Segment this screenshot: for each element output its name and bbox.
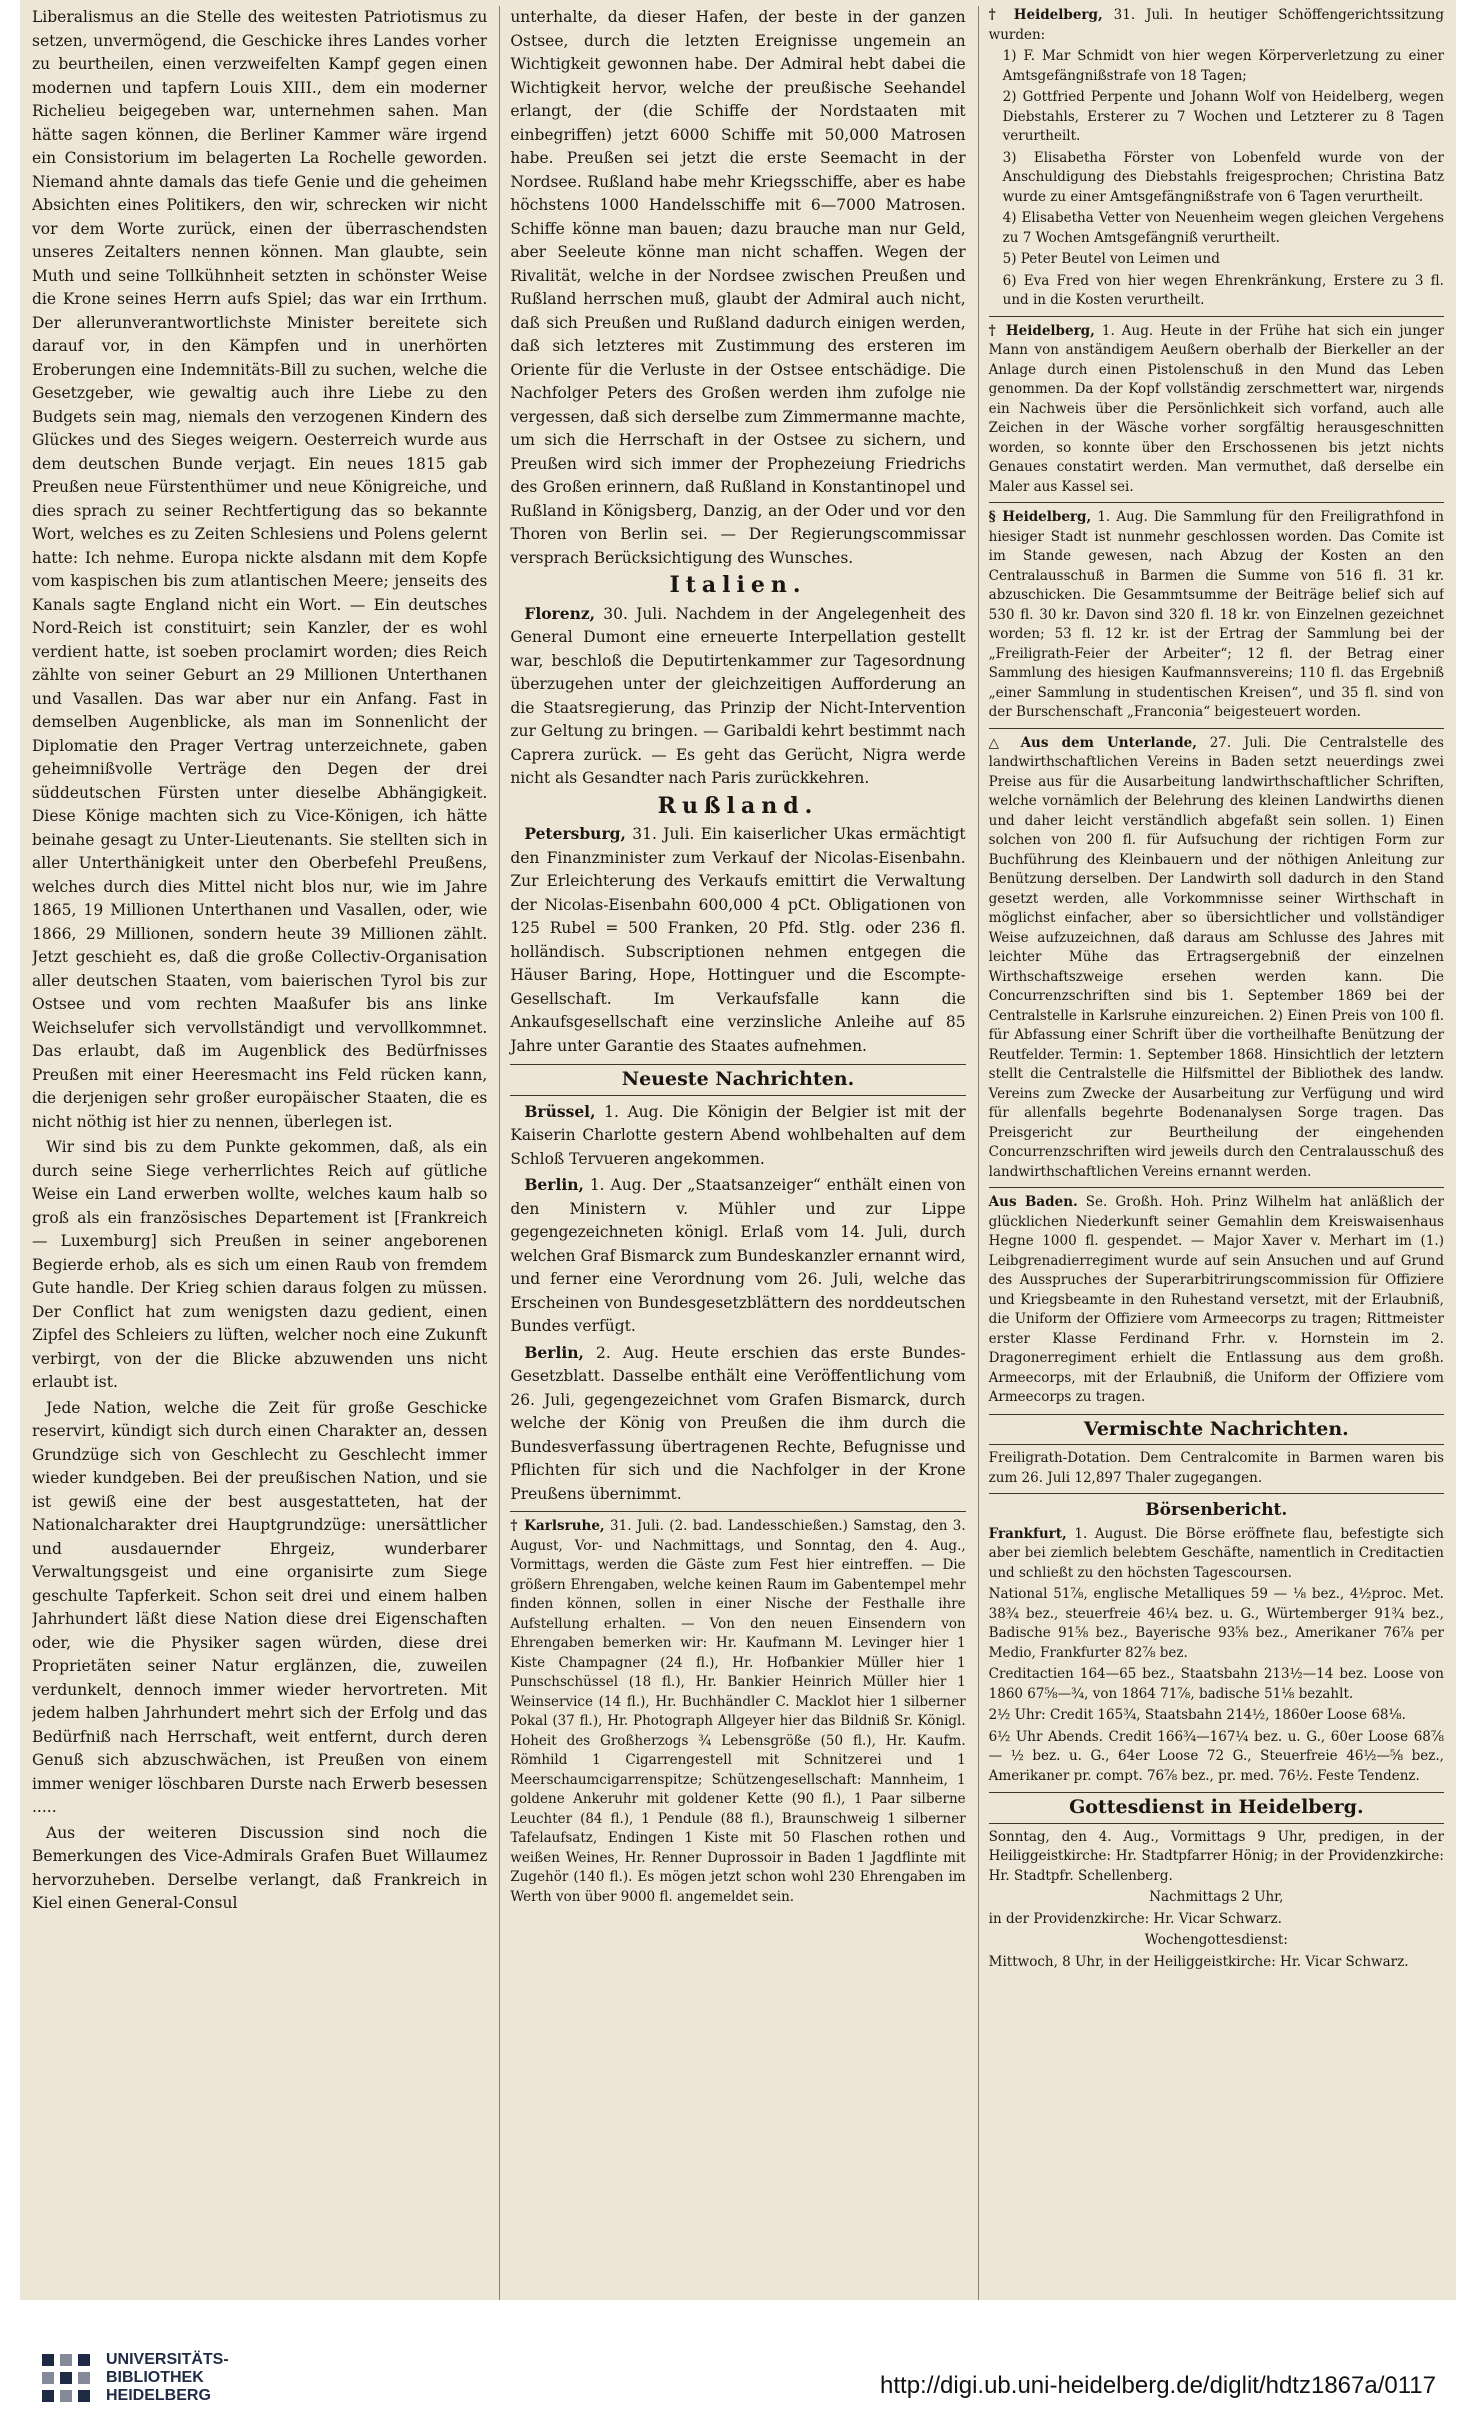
logo-line: BIBLIOTHEK [106,2369,204,2386]
list-item: 2) Gottfried Perpente und Johann Wolf von Heidelberg, wegen Diebstahls, Ersterer zu 7 Wochen und Letzterer zu 8 Tagen verurtheilt. [1002,89,1444,144]
news-text: in der Providenzkirche: Hr. Vicar Schwarz. [988,1910,1282,1927]
column-2 [499,6,965,2300]
article-text: Liberalismus an die Stelle des weitesten Patriotismus zu setzen, unvermögend, die Geschicke ihres Landes vorher zu beurtheilen, einen verzweifelten Kampf gegen einen modernen und tapfern Louis XIII., dem ein moderner Richelieu beigegeben war, unternehmen sahen. Man hätte sagen können, die Berliner Kammer wäre irgend ein Consistorium im belagerten La Rochelle geworden. Niemand ahnte damals das tiefe Genie und die geheimen Absichten eines Politikers, den wir, schrecken wir nicht vor dem Worte zurück, einen der überraschendsten unseres Zeitalters nennen können. Man glaubte, sein Muth und seine Tollkühnheit setzten in schönster Weise die Krone seines Herrn aufs Spiel; das war ein Irrthum. Der allerunverantwortlichste Minister bereitete sich darauf vor, in den Kämpfen und in unerhörten Eroberungen eine Indemnitäts-Bill zu suchen, welche die Gesetzgeber, wie gewaltig auch ihre Liebe zu den Budgets sein mag, niemals den verzogenen Kindern des Glückes und des Sieges weigern. Oesterreich wurde aus dem deutschen Bunde verjagt. Ein neues 1815 gab Preußen neue Fürstenthümer und neue Königreiche, und dies sprach zu seiner Rechtfertigung das so bekannte Wort, welches es zu Zeiten Schlesiens und Polens gelernt hatte: Ich nehme. Europa nickte alsdann mit dem Kopfe vom kaspischen bis zum atlantischen Meere; jenseits des Kanals sagte England nicht ein Wort. — Ein deutsches Nord-Reich ist constituirt; sein Kanzler, der es wohl verdient hatte, ist soeben proclamirt worden; dies Reich zählte von seiner Geburt an 29 Millionen Unterthanen und Vasallen. Das war aber nur ein Anfang. Fast in demselben Augenblicke, als man im Sonnenlicht der Diplomatie den Prager Vertrag unterzeichnete, gaben geheimnißvolle Verträge den Degen der drei süddeutschen Fürsten unter dieselbe Abhängigkeit. Diese Könige machten sich zu Vice-Königen, ich hätte beinahe gesagt zu Unter-Lieutenants. Sie stellten sich in aller Unterthänigkeit unter den Oberbefehl Preußens, welches durch dies Mittel nicht blos nur, wie im Jahre 1865, 19 Millionen Unterthanen und Vasallen, oder, wie 1866, 29 Millionen, sondern heute 39 Millionen zählt. Jetzt geschieht es, daß die große Collectiv-Organisation aller deutschen Staaten, vom baierischen Tyrol bis zur Ostsee und vom rechten Maaßufer bis ans linke Weichselufer sich vervollständigt und vervollkommnet. Das erlaubt, daß im Augenblick des Bedürfnisses Preußen mit einer Heeresmacht ins Feld rücken kann, die derjenigen sehr großer europäischer Staaten, die es nicht nöthig ist hier zu nennen, überlegen ist. [32,8,488,1131]
list-item: 3) Elisabetha Förster von Lobenfeld wurde von der Anschuldigung des Diebstahls freigesprochen; Christina Batz wurde zu einer Amtsgefängnißstrafe von 6 Tagen verurtheilt. [1002,149,1444,205]
news-text: 2½ Uhr: Credit 165¾, Staatsbahn 214½, 1860er Loose 68⅛. [988,1707,1406,1723]
news-item-bruessel [510,1100,965,1172]
article-text: Wir sind bis zu dem Punkte gekommen, daß, als ein durch seine Siege verherrlichtes Reich auf gütliche Weise ein Land erwerben wollte, welches kaum halb so groß als ein französisches Departement ist [Frankreich — Luxemburg] sich Preußen in seiner angeborenen Begierde erhob, als es sich um einen Raub von fremdem Gute handle. Der Krieg schien daraus folgen zu müssen. Der Conflict hat zum wenigsten dazu gedient, einen Zipfel des Schleiers zu lüften, welcher noch eine Zukunft verbirgt, von der die Blicke abzuwenden uns nicht erlaubt ist. [32,1138,488,1391]
section-heading-vermischte: Vermischte Nachrichten. [989,1414,1444,1446]
news-text: Nachmittags 2 Uhr, [1149,1889,1284,1905]
news-text: Sonntag, den 4. Aug., Vormittags 9 Uhr, predigen, in der Heiliggeistkirche: Hr. Stadtpfarrer Hönig; in der Providenzkirche: Hr. Stadtpfr. Schellenberg. [988,1828,1444,1884]
news-item-florenz [510,602,965,791]
list-item: 4) Elisabetha Vetter von Neuenheim wegen gleichen Vergehens zu 7 Wochen Amtsgefängniß verurtheilt. [1002,210,1444,246]
dateline: Frankfurt, [988,1525,1067,1542]
news-text: Se. Großh. Hoh. Prinz Wilhelm hat anläßlich der glücklichen Niederkunft seiner Gemahlin dem Kreiswaisenhaus Hegne 1000 fl. gespendet. — Major Xaver v. Merhart im (1.) Leibgrenadierregiment wurde auf sein Ansuchen und auf Grund des Ausspruches der Superarbitrirungscommission für Offiziere und Kriegsbeamte in den Ruhestand versetzt, mit der Erlaubniß, die Uniform der Offiziere vom Armeecorps zu tragen; Rittmeister erster Klasse Ferdinand Frhr. v. Hornstein im 2. Dragonerregiment erhielt die Entlassung aus dem großh. Armeecorps, mit der Erlaubniß, die Uniform der Offiziere vom Armeecorps zu tragen. [988,1194,1444,1405]
library-emblem-icon [38,2350,94,2406]
church-service-listing [989,1828,1444,1973]
news-text: Creditactien 164—65 bez., Staatsbahn 213½—14 bez. Loose von 1860 67⅝—¾, von 1864 71⅞, badische 51⅛ bezahlt. [988,1666,1444,1702]
newspaper-page [20,0,1456,2300]
news-text: 31. Juli. (2. bad. Landesschießen.) Samstag, den 3. August, Vor- und Nachmittags, und Sonntag, den 4. Aug., Vormittags, werden die Gäste zum Fest hier eintreffen. — Die größern Ehrengaben, welche keinen Raum im Gabentempel mehr finden können, sollen in einer Nische der Festhalle ihre Aufstellung erhalten. — Von den neuen Einsendern von Ehrengaben bemerken wir: Hr. Kaufmann M. Levinger hier 1 Kiste Champagner (24 fl.), Hr. Hofbankier Müller hier 1 Punschschüssel (18 fl.), Hr. Bankier Heinrich Müller hier 1 Weinservice (14 fl.), Hr. Buchhändler C. Macklot hier 1 silberner Pokal (37 fl.), Hr. Photograph Allgeyer hier das Bildniß Sr. Königl. Hoheit des Großherzogs ¾ Lebensgröße (50 fl.), Hr. Kaufm. Römhild 1 Cigarrengestell mit Schnitzerei und 1 Meerschaumcigarrenspitze; Schützengesellschaft: Mannheim, 1 goldene Ankeruhr mit goldener Kette (90 fl.), 1 Paar silberne Leuchter (84 fl.), 1 Pendule (88 fl.), Braunschweig 1 silberner Tafelaufsatz, Endingen 1 Kiste mit 50 Flaschen rothen und weißen Weines, Hr. Renner Duprossoir in Baden 1 Jagdflinte mit Zugehör (140 fl.). Es mögen jetzt schon wohl 230 Ehrengaben im Werth von über 9000 fl. angemeldet sein. [510,1518,966,1905]
news-item-unterland [989,734,1444,1183]
news-item-heidelberg-3 [989,508,1444,723]
divider [989,728,1444,729]
logo-line: HEIDELBERG [106,2387,211,2404]
news-item-berlin-2 [510,1341,965,1507]
list-item: 1) F. Mar Schmidt von hier wegen Körperverletzung zu einer Amtsgefängnißstrafe von 18 Tagen; [1002,48,1444,84]
dateline: Florenz, [524,603,596,623]
section-heading-russland: Rußland. [657,792,819,819]
logo-line: UNIVERSITÄTS- [106,2351,229,2368]
divider [989,502,1444,503]
article-text: unterhalte, da dieser Hafen, der beste in der ganzen Ostsee, durch die letzten Ereignisse ungemein an Wichtigkeit gewonnen habe. Der Admiral hebt dabei die Wichtigkeit hervor, welche der preußische Seehandel erlangt, der (die Schiffe der Nordstaaten mit einbegriffen) jetzt 6000 Schiffe mit 50,000 Matrosen habe. Preußen sei jetzt die erste Seemacht in der Nordsee. Rußland habe mehr Kriegsschiffe, aber es habe höchstens 1000 Handelsschiffe mit 6—7000 Matrosen. Schiffe könne man bauen; dazu brauche man nur Geld, aber Seeleute könne man nicht schaffen. Wegen der Rivalität, welche in der Nordsee zwischen Preußen und Rußland herrschen muß, glaubt der Admiral auch nicht, daß sich Preußen und Rußland dadurch einigen werden, daß sich letzteres mit Zustimmung des ersteren im Oriente für die Verluste in der Ostsee entschädige. Die Nachfolger Peters des Großen werden ihm zufolge nie vergessen, daß sich derselbe zum Zimmermanne machte, um sich die Herrschaft in der Ostsee zu sichern, und Preußen wird sich immer der Prophezeiung Friedrichs des Großen erinnern, daß Rußland in Konstantinopel und Rußland in Königsberg, Danzig, an der Oder und vor den Thoren von Berlin sei. — Der Regierungscommissar versprach Berücksichtigung des Wunsches. [510,8,966,567]
dateline: † Heidelberg, [988,322,1095,339]
column-1 [32,6,487,2300]
news-item-heidelberg-2 [989,322,1444,498]
news-text: 1. August. Die Börse eröffnete flau, befestigte sich aber bei ziemlich belebtem Geschäfte, namentlich in Creditactien und schließt zu den höchsten Tagescoursen. [988,1525,1444,1581]
dateline: Petersburg, [524,824,626,843]
dateline: Aus Baden. [988,1194,1078,1210]
list-item: 5) Peter Beutel von Leimen und [1002,251,1220,267]
dateline: △ Aus dem Unterlande, [988,734,1197,751]
footer-bar [0,2300,1476,2416]
news-text: 1. Aug. Der „Staatsanzeiger“ enthält einen von den Ministern v. Mühler und zur Lippe gegengezeichneten königl. Erlaß vom 14. Juli, durch welchen Graf Bismarck zum Bundeskanzler ernannt wird, und ferner eine Verordnung vom 26. Juli, welche das Erscheinen von Bundesgesetzblättern des norddeutschen Bundes verfügt. [510,1176,966,1335]
news-item-heidelberg-1 [989,6,1444,311]
news-text: 1. Aug. Heute in der Frühe hat sich ein junger Mann von anständigem Aeußern oberhalb der Bierkeller an der Anlage durch einen Pistolenschuß in den Mund das Leben genommen. Da der Kopf vollständig zerschmettert war, nirgends ein Nachweis über die Persönlichkeit sich vorfand, auch alle Zeichen in der Wäsche vorher sorgfältig herausgeschnitten worden, so konnte über den Erschossenen bis jetzt nichts Genaues constatirt werden. Man vermuthet, daß derselbe ein Maler aus Kassel sei. [988,322,1444,495]
section-heading-italien: Italien. [669,572,807,598]
news-text: 2. Aug. Heute erschien das erste Bundes-Gesetzblatt. Dasselbe enthält eine Veröffentlichung vom 26. Juli, gegengezeichnet vom Grafen Bismarck, durch welche der König von Preußen die ihm durch die Bundesverfassung übertragenen Rechte, Befugnisse und Pflichten für sich und die Nachfolger in der Krone Preußens übernimmt. [510,1343,966,1503]
news-item-karlsruhe [510,1517,965,1907]
news-text: 6½ Uhr Abends. Credit 166¾—167¼ bez. u. G., 60er Loose 68⅞ — ½ bez. u. G., 64er Loose 72 G., Steuerfreie 46½—⅝ bez., Amerikaner pr. compt. 76⅞ bez., pr. med. 76½. Feste Tendenz. [988,1728,1444,1784]
news-text: 1. Aug. Die Königin der Belgier ist mit der Kaiserin Charlotte gestern Abend wohlbehalten auf dem Schloß Tervueren angekommen. [510,1102,966,1168]
section-heading-gottesdienst: Gottesdienst in Heidelberg. [989,1792,1444,1824]
news-text: 1. Aug. Die Sammlung für den Freiligrathfond in hiesiger Stadt ist nunmehr geschlossen worden. Das Comite ist im Stande gewesen, nach Abzug der Kosten an den Centralausschuß in Barmen die Summe von 516 fl. 31 kr. abzuschicken. Die Gesammtsumme der Beiträge belief sich auf 530 fl. 30 kr. Davon sind 320 fl. 18 kr. von Einzelnen gezeichnet worden; 53 fl. 12 kr. ist der Ertrag der Sammlung bei der „Freiligrath-Feier der Arbeiter“; 12 fl. der Betrag einer Sammlung des hiesigen Kaufmannsvereins; 110 fl. das Ergebniß „einer Sammlung in studentischen Kreisen“, und 35 fl. sind von der Burschenschaft „Franconia“ beigesteuert worden. [988,509,1444,720]
news-text: Wochengottesdienst: [1144,1932,1288,1948]
news-item-petersburg [510,822,965,1058]
news-item-baden [989,1193,1444,1408]
news-text: Freiligrath-Dotation. Dem Centralcomite in Barmen waren bis zum 26. Juli 12,897 Thaler zugegangen. [988,1450,1444,1486]
section-heading-neueste: Neueste Nachrichten. [510,1064,965,1096]
news-item-berlin-1 [510,1173,965,1339]
news-text: National 51⅞, englische Metalliques 59 — ⅛ bez., 4½proc. Met. 38¾ bez., steuerfreie 46¼ bez. u. G., Würtemberger 91¾ bez., Badische 91⅝ bez., Bayerische 93⅝ bez., Amerikaner 76⅞ per Medio, Frankfurter 82⅞ bez. [988,1586,1444,1661]
library-name [106,2351,229,2405]
dateline: † Heidelberg, [988,7,1103,23]
news-text: Mittwoch, 8 Uhr, in der Heiliggeistkirche: Hr. Vicar Schwarz. [988,1953,1409,1970]
divider [989,1493,1444,1494]
dateline: † Karlsruhe, [510,1518,605,1534]
news-text: 31. Juli. In heutiger Schöffengerichtssitzung wurden: [988,7,1444,43]
news-item-freiligrath [989,1449,1444,1488]
article-text: Aus der weiteren Discussion sind noch die Bemerkungen des Vice-Admirals Grafen Buet Willaumez hervorzuheben. Derselbe verlangt, daß Frankreich in Kiel einen General-Consul [32,1823,488,1912]
dateline: Berlin, [524,1342,584,1362]
section-heading-boersenbericht: Börsenbericht. [1145,1500,1288,1520]
news-text: 27. Juli. Die Centralstelle des landwirthschaftlichen Vereins in Baden setzt neuerdings zwei Preise aus für die Ausarbeitung landwirthschaftlicher Schriften, welche vornämlich der Belehrung des kleinen Landwirths dienen und daher leicht verständlich abgefaßt sein sollen. 1) Einen solchen von 200 fl. für Aufsuchung der richtigen Form zur Buchführung des Kleinbauern und der nöthigen Anleitung zur Benützung derselben. Der Landwirth soll dadurch in den Stand gesetzt werden, alle Vorkommnisse seiner Wirthschaft in möglichst einfacher, aber so übersichtlicher und vollständiger Weise aufzuzeichnen, daß daraus am Schlusse des Jahres mit leichter Mühe das Ertragsergebniß der einzelnen Wirthschaftszweige ersehen werden kann. Die Concurrenzschriften sind bis 1. September 1869 bei der Centralstelle in Karlsruhe einzureichen. 2) Einen Preis von 100 fl. für Abfassung einer Schrift über die vortheilhafte Benützung der Reutfelder. Termin: 1. September 1868. Hinsichtlich der letztern stellt die Centralstelle die Hilfsmittel der Bibliothek des landw. Vereins zum Zwecke der Ausarbeitung zur Verfügung und wird für allenfalls begehrte Bodenanalysen Sorge tragen. Das Preisgericht zur Beurtheilung der eingehenden Concurrenzschriften wird jeweils durch den Centralausschuß des landwirthschaftlichen Vereins ernannt werden. [988,734,1444,1180]
news-item-frankfurt [989,1525,1444,1787]
dateline: Brüssel, [524,1101,596,1121]
library-logo[interactable] [38,2350,229,2406]
permalink-url[interactable]: http://digi.ub.uni-heidelberg.de/diglit/hdtz1867a/0117 [880,2372,1436,2399]
dateline: § Heidelberg, [988,509,1092,525]
list-item: 6) Eva Fred von hier wegen Ehrenkränkung, Erstere zu 3 fl. und in die Kosten verurtheilt. [1002,272,1444,308]
article-text: Jede Nation, welche die Zeit für große Geschicke reservirt, kündigt sich durch einen Charakter an, dessen Grundzüge sich von Geschlecht zu Geschlecht immer wieder kundgeben. Bei der preußischen Nation, und sie ist gewiß eine der best ausgestatteten, hat der Nationalcharakter drei Hauptgrundzüge: unersättlicher und ausdauernder Ehrgeiz, wunderbarer Verwaltungsgeist und eine organisirte zum Siege geschulte Tapferkeit. Schon seit drei und einem halben Jahrhundert läßt diese Nation diese drei Eigenschaften oder, wie die Physiker sagen würden, diese drei Proprietäten seiner Natur erglänzen, die, zuweilen verdunkelt, dennoch immer wieder hervortreten. Mit jedem halben Jahrhundert mehrt sich der Erfolg und das Bedürfniß nach Herrschaft, weit entfernt, durch deren Genuß sich abzuschwächen, ist Preußen von einem immer weniger löschbaren Durste nach Erwerb besessen ..... [32,1398,488,1816]
news-text: 30. Juli. Nachdem in der Angelegenheit des General Dumont eine erneuerte Interpellation gestellt war, beschloß die Deputirtenkammer zur Tagesordnung überzugehen unter der gleichzeitigen Aufforderung an die Staatsregierung, das Prinzip der Nicht-Intervention zur Geltung zu bringen. — Garibaldi kehrt bestimmt nach Caprera zurück. — Es geht das Gerücht, Nigra werde nicht als Gesandter nach Paris zurückkehren. [510,604,966,787]
dateline: Berlin, [524,1175,584,1194]
divider [989,316,1444,317]
verdict-list [989,47,1444,311]
divider [510,1511,965,1512]
news-text: 31. Juli. Ein kaiserlicher Ukas ermächtigt den Finanzminister zum Verkauf der Nicolas-Eisenbahn. Zur Erleichterung des Verkaufs emittirt die Verwaltung der Nicolas-Eisenbahn 600,000 4 pCt. Obligationen von 125 Rubel = 500 Franken, 20 Pfd. Stlg. oder 236 fl. holländisch. Subscriptionen nehmen entgegen die Häuser Baring, Hope, Hottinguer und die Escompte-Gesellschaft. Im Verkaufsfalle kann die Ankaufsgesellschaft eine verzinsliche Anleihe auf 85 Jahre unter Garantie des Staates aufnehmen. [510,825,966,1055]
divider [989,1187,1444,1188]
column-3 [978,6,1444,2300]
